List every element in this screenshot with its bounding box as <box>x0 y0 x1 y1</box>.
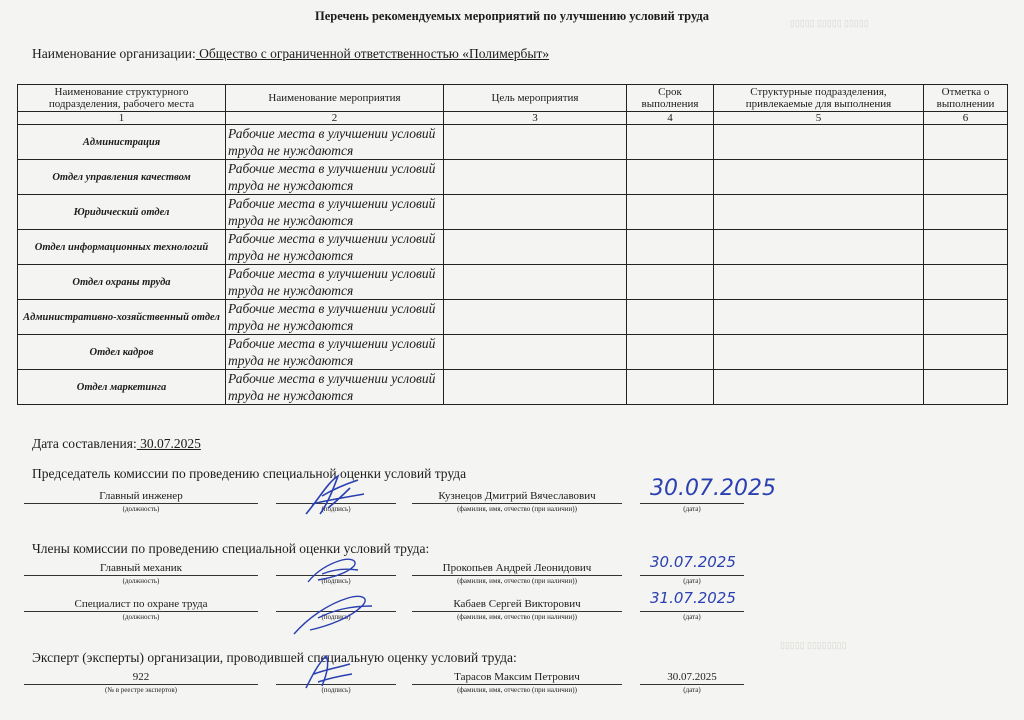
measures-table <box>17 84 1008 405</box>
executors-cell <box>714 160 924 195</box>
position-caption: (должность) <box>122 613 160 621</box>
completion-mark-cell <box>924 335 1008 370</box>
deadline-cell <box>627 125 714 160</box>
completion-mark-cell <box>924 300 1008 335</box>
table-header-row <box>18 85 1008 112</box>
deadline-cell <box>627 370 714 405</box>
executors-cell <box>714 370 924 405</box>
deadline-cell <box>627 335 714 370</box>
column-number: 4 <box>627 112 714 125</box>
fio-caption: (фамилия, имя, отчество (при наличии)) <box>457 613 577 621</box>
organization-label: Наименование организации: <box>32 46 196 61</box>
member-2-name-block <box>412 597 622 622</box>
executors-cell <box>714 125 924 160</box>
completion-mark-cell <box>924 160 1008 195</box>
executors-cell <box>714 265 924 300</box>
completion-mark-cell <box>924 195 1008 230</box>
goal-cell <box>444 265 627 300</box>
member-1-position-block <box>24 561 258 586</box>
table-row <box>18 300 1008 335</box>
executors-cell <box>714 300 924 335</box>
executors-cell <box>714 195 924 230</box>
table-row <box>18 265 1008 300</box>
expert-name-block <box>412 670 622 695</box>
compilation-date-value: 30.07.2025 <box>136 436 201 451</box>
chair-position: Главный инженер <box>24 489 258 504</box>
column-header: Отметка о выполнении <box>924 85 1008 112</box>
date-caption: (дата) <box>683 613 701 621</box>
chair-name-block <box>412 489 622 514</box>
date-caption: (дата) <box>683 686 701 694</box>
deadline-cell <box>627 195 714 230</box>
member-1-name-block <box>412 561 622 586</box>
organization-line <box>32 46 549 62</box>
position-caption: (должность) <box>122 505 160 513</box>
department-cell: Административно-хозяйственный отдел <box>18 300 226 335</box>
chair-name: Кузнецов Дмитрий Вячеславович <box>412 489 622 504</box>
date-caption: (дата) <box>683 577 701 585</box>
member-position: Главный механик <box>24 561 258 576</box>
executors-cell <box>714 230 924 265</box>
column-header: Структурные подразделения, привлекаемые для выполнения <box>714 85 924 112</box>
department-cell: Отдел кадров <box>18 335 226 370</box>
department-cell: Отдел информационных технологий <box>18 230 226 265</box>
expert-registry-block <box>24 670 258 695</box>
member-2-handwritten-date: 31.07.2025 <box>650 589 736 607</box>
completion-mark-cell <box>924 230 1008 265</box>
goal-cell <box>444 370 627 405</box>
document-title: Перечень рекомендуемых мероприятий по улучшению условий труда <box>314 9 710 23</box>
position-caption: (должность) <box>122 577 160 585</box>
member-1-handwritten-date: 30.07.2025 <box>650 553 736 571</box>
expert-registry-number: 922 <box>24 670 258 685</box>
measure-cell: Рабочие места в улучшении условий труда не нуждаются <box>226 335 444 370</box>
deadline-cell <box>627 265 714 300</box>
column-numbers-row <box>18 112 1008 125</box>
date-caption: (дата) <box>683 505 701 513</box>
goal-cell <box>444 335 627 370</box>
column-header: Наименование структурного подразделения, рабочего места <box>18 85 226 112</box>
fio-caption: (фамилия, имя, отчество (при наличии)) <box>457 505 577 513</box>
deadline-cell <box>627 230 714 265</box>
measure-cell: Рабочие места в улучшении условий труда не нуждаются <box>226 370 444 405</box>
table-row <box>18 230 1008 265</box>
member-name: Прокопьев Андрей Леонидович <box>412 561 622 576</box>
goal-cell <box>444 195 627 230</box>
table-row <box>18 335 1008 370</box>
department-cell: Отдел управления качеством <box>18 160 226 195</box>
bleed-through-text: ▯▯▯▯▯ ▯▯▯▯▯ ▯▯▯▯▯ <box>790 18 869 28</box>
fio-caption: (фамилия, имя, отчество (при наличии)) <box>457 686 577 694</box>
goal-cell <box>444 230 627 265</box>
measure-cell: Рабочие места в улучшении условий труда не нуждаются <box>226 195 444 230</box>
column-header: Срок выполнения <box>627 85 714 112</box>
goal-cell <box>444 160 627 195</box>
expert-date-block <box>640 670 744 695</box>
measure-cell: Рабочие места в улучшении условий труда не нуждаются <box>226 265 444 300</box>
column-number: 3 <box>444 112 627 125</box>
chair-signature-block <box>276 489 396 514</box>
column-number: 5 <box>714 112 924 125</box>
expert-name: Тарасов Максим Петрович <box>412 670 622 685</box>
member-name: Кабаев Сергей Викторович <box>412 597 622 612</box>
signature-caption: (подпись) <box>321 577 351 585</box>
member-1-signature-block <box>276 561 396 586</box>
member-2-signature-block <box>276 597 396 622</box>
deadline-cell <box>627 300 714 335</box>
measure-cell: Рабочие места в улучшении условий труда не нуждаются <box>226 300 444 335</box>
signature-caption: (подпись) <box>321 686 351 694</box>
column-number: 1 <box>18 112 226 125</box>
compilation-date-line <box>32 436 201 452</box>
department-cell: Отдел охраны труда <box>18 265 226 300</box>
table-row <box>18 160 1008 195</box>
measure-cell: Рабочие места в улучшении условий труда не нуждаются <box>226 125 444 160</box>
column-number: 2 <box>226 112 444 125</box>
column-header: Цель мероприятия <box>444 85 627 112</box>
bleed-through-text: ▯▯▯▯▯ ▯▯▯▯▯▯▯▯ <box>780 640 847 650</box>
column-header: Наименование мероприятия <box>226 85 444 112</box>
table-row <box>18 370 1008 405</box>
registry-caption: (№ в реестре экспертов) <box>104 686 177 694</box>
department-cell: Администрация <box>18 125 226 160</box>
fio-caption: (фамилия, имя, отчество (при наличии)) <box>457 577 577 585</box>
deadline-cell <box>627 160 714 195</box>
executors-cell <box>714 335 924 370</box>
chair-heading: Председатель комиссии по проведению специальной оценки условий труда <box>32 466 467 481</box>
chair-handwritten-date: 30.07.2025 <box>650 476 776 501</box>
completion-mark-cell <box>924 125 1008 160</box>
completion-mark-cell <box>924 265 1008 300</box>
member-position: Специалист по охране труда <box>24 597 258 612</box>
chair-position-block <box>24 489 258 514</box>
goal-cell <box>444 300 627 335</box>
expert-date: 30.07.2025 <box>640 670 744 685</box>
table-row <box>18 125 1008 160</box>
expert-signature-block <box>276 670 396 695</box>
members-heading: Члены комиссии по проведению специальной оценки условий труда: <box>32 541 430 556</box>
department-cell: Юридический отдел <box>18 195 226 230</box>
compilation-date-label: Дата составления: <box>32 436 137 451</box>
measure-cell: Рабочие места в улучшении условий труда не нуждаются <box>226 160 444 195</box>
organization-name: Общество с ограниченной ответственностью «Полимербыт» <box>195 46 550 61</box>
measure-cell: Рабочие места в улучшении условий труда не нуждаются <box>226 230 444 265</box>
completion-mark-cell <box>924 370 1008 405</box>
column-number: 6 <box>924 112 1008 125</box>
signature-caption: (подпись) <box>321 613 351 621</box>
table-row <box>18 195 1008 230</box>
goal-cell <box>444 125 627 160</box>
signature-caption: (подпись) <box>321 505 351 513</box>
expert-heading: Эксперт (эксперты) организации, проводившей специальную оценку условий труда: <box>32 650 517 665</box>
department-cell: Отдел маркетинга <box>18 370 226 405</box>
member-2-position-block <box>24 597 258 622</box>
